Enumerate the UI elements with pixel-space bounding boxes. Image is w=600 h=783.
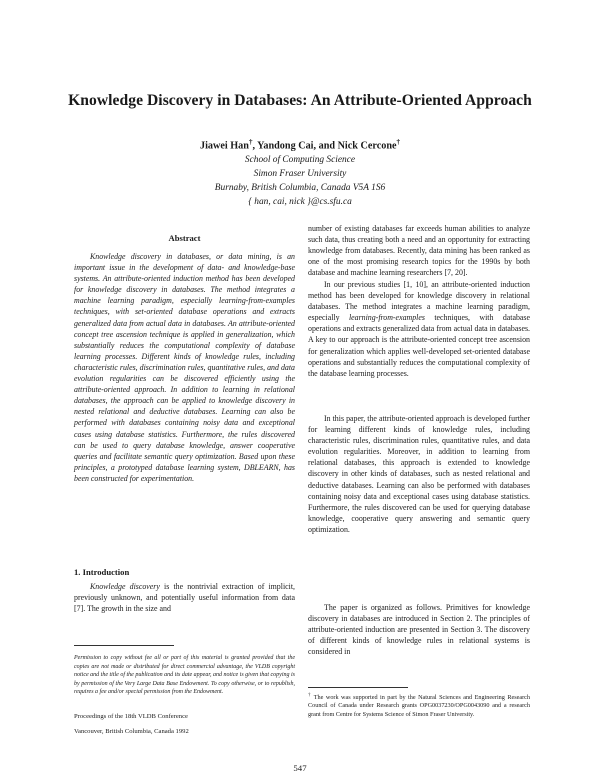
permission-notice: Permission to copy without fee all or part of this material is granted provided that the copies are not made or distributed for direct commercial advantage, the VLDB copyright notice and the title of the publication and its date appear, and notice is given that copying is by permission of the Very Large Data Base Endowment. To copy otherwise, or to republish, requires a fee and/or special permission from the Endowment. — [74, 655, 295, 696]
column-footnote-rule — [74, 645, 174, 646]
right-column-paragraph: The paper is organized as follows. Primitives for knowledge discovery in databases are introduced in Section 2. The principles of attribute-oriented induction are presented in Section 3. The discovery of different kinds of knowledge rules in relational systems is considered in — [308, 603, 530, 657]
introduction-paragraph — [74, 581, 295, 614]
intro-emphasis: Knowledge discovery — [90, 582, 160, 591]
dagger-mark: † — [396, 138, 401, 146]
author-name: Jiawei Han — [199, 140, 249, 152]
author-line — [0, 138, 600, 151]
affiliation-school: School of Computing Science — [244, 155, 356, 165]
affiliation-emails: { han, cai, nick }@cs.sfu.ca — [248, 197, 352, 207]
right-column-paragraph: number of existing databases far exceeds human abilities to analyze such data, thus creating both a need and an opportunity for extracting knowledge from databases. Recently, data mining has been ranked as one of the most promising research topics for the 1990s by both database and machine learning researchers [7, 20]. — [308, 224, 530, 278]
author-name: Yandong Cai — [257, 140, 314, 152]
footnote-text: The work was supported in part by the Natural Sciences and Engineering Research Council of Canada under Research grants OPG0037230/OPG0043090 and a research grant from Centre for Systems Science of Simon Fraser University. — [308, 694, 530, 718]
footnote-rule — [308, 687, 408, 688]
page-number: 547 — [293, 763, 307, 773]
paper-title: Knowledge Discovery in Databases: An Attribute-Oriented Approach — [68, 92, 532, 109]
affiliation-university: Simon Fraser University — [253, 169, 347, 179]
right-column-paragraph: In this paper, the attribute-oriented approach is developed further for learning different kinds of knowledge rules, including characteristic rules, discrimination rules, quantitative rules, and data evolution regularities. Moreover, in addition to learning from relational databases, this approach is extended to knowledge discovery in other kinds of databases, such as nested relational and deductive databases. Learning can also be performed with databases containing noisy data and exceptional cases using database statistics. Furthermore, the rules discovered can be used for querying database knowledge, cooperative query answering and semantic query optimization. — [308, 414, 530, 534]
proceedings-title: Proceedings of the 18th VLDB Conference — [74, 713, 188, 720]
intro-text: is the nontrivial extraction of implicit, previously unknown, and potentially useful information from data [7]. The growth in the size and — [74, 582, 295, 614]
author-separator: , — [252, 140, 258, 152]
affiliation-block — [0, 153, 600, 209]
proceedings-note — [74, 710, 295, 739]
abstract-body: Knowledge discovery in databases, or data mining, is an important issue in the development of data- and knowledge-base systems. An attribute-oriented induction method has been developed for knowledge discovery in databases. The method integrates a machine learning paradigm, especially learning-from-examples techniques, with set-oriented database operations and extracts generalized data from actual data in databases. An attribute-oriented concept tree ascension technique is applied in generalization, which substantially reduces the computational complexity of database learning processes. Different kinds of knowledge rules, including characteristic rules, discrimination rules, quantitative rules, and data evolution regularities can be discovered efficiently using the attribute-oriented approach. In addition to learning in relational databases, the approach can be applied to knowledge discovery in nested relational and deductive databases. Learning can also be performed with databases containing noisy data and exceptional cases using database statistics. Furthermore, the rules discovered can be used to query database knowledge, answer cooperative queries and facilitate semantic query optimization. Based upon these principles, a prototyped database learning system, DBLEARN, has been constructed for experimentation. — [74, 252, 295, 483]
author-name: Nick Cercone — [337, 140, 397, 152]
abstract-heading: Abstract — [168, 233, 201, 243]
paragraph-text: In our previous studies [1, 10], an attribute-oriented induction method has been developed for knowledge discovery in relational databases. The method integrates a machine learning paradigm, especially — [308, 280, 530, 323]
footnote-mark: † — [308, 693, 312, 698]
introduction-heading: 1. Introduction — [74, 567, 130, 577]
paragraph-emphasis: learning-from-examples — [348, 313, 425, 323]
dagger-mark: † — [248, 138, 253, 146]
paragraph-text: techniques, with database operations and extracts generalized data from actual data in databases. A key to our approach is the attribute-oriented concept tree ascension for generalization which applies well-developed set-oriented database operations and substantially reduces the computational complexity of the database learning processes. — [308, 313, 531, 378]
author-separator: , and — [313, 140, 338, 152]
right-column-paragraph — [308, 279, 530, 379]
proceedings-location: Vancouver, British Columbia, Canada 1992 — [74, 727, 189, 735]
affiliation-address: Burnaby, British Columbia, Canada V5A 1S6 — [214, 183, 386, 193]
footnote — [308, 692, 530, 719]
